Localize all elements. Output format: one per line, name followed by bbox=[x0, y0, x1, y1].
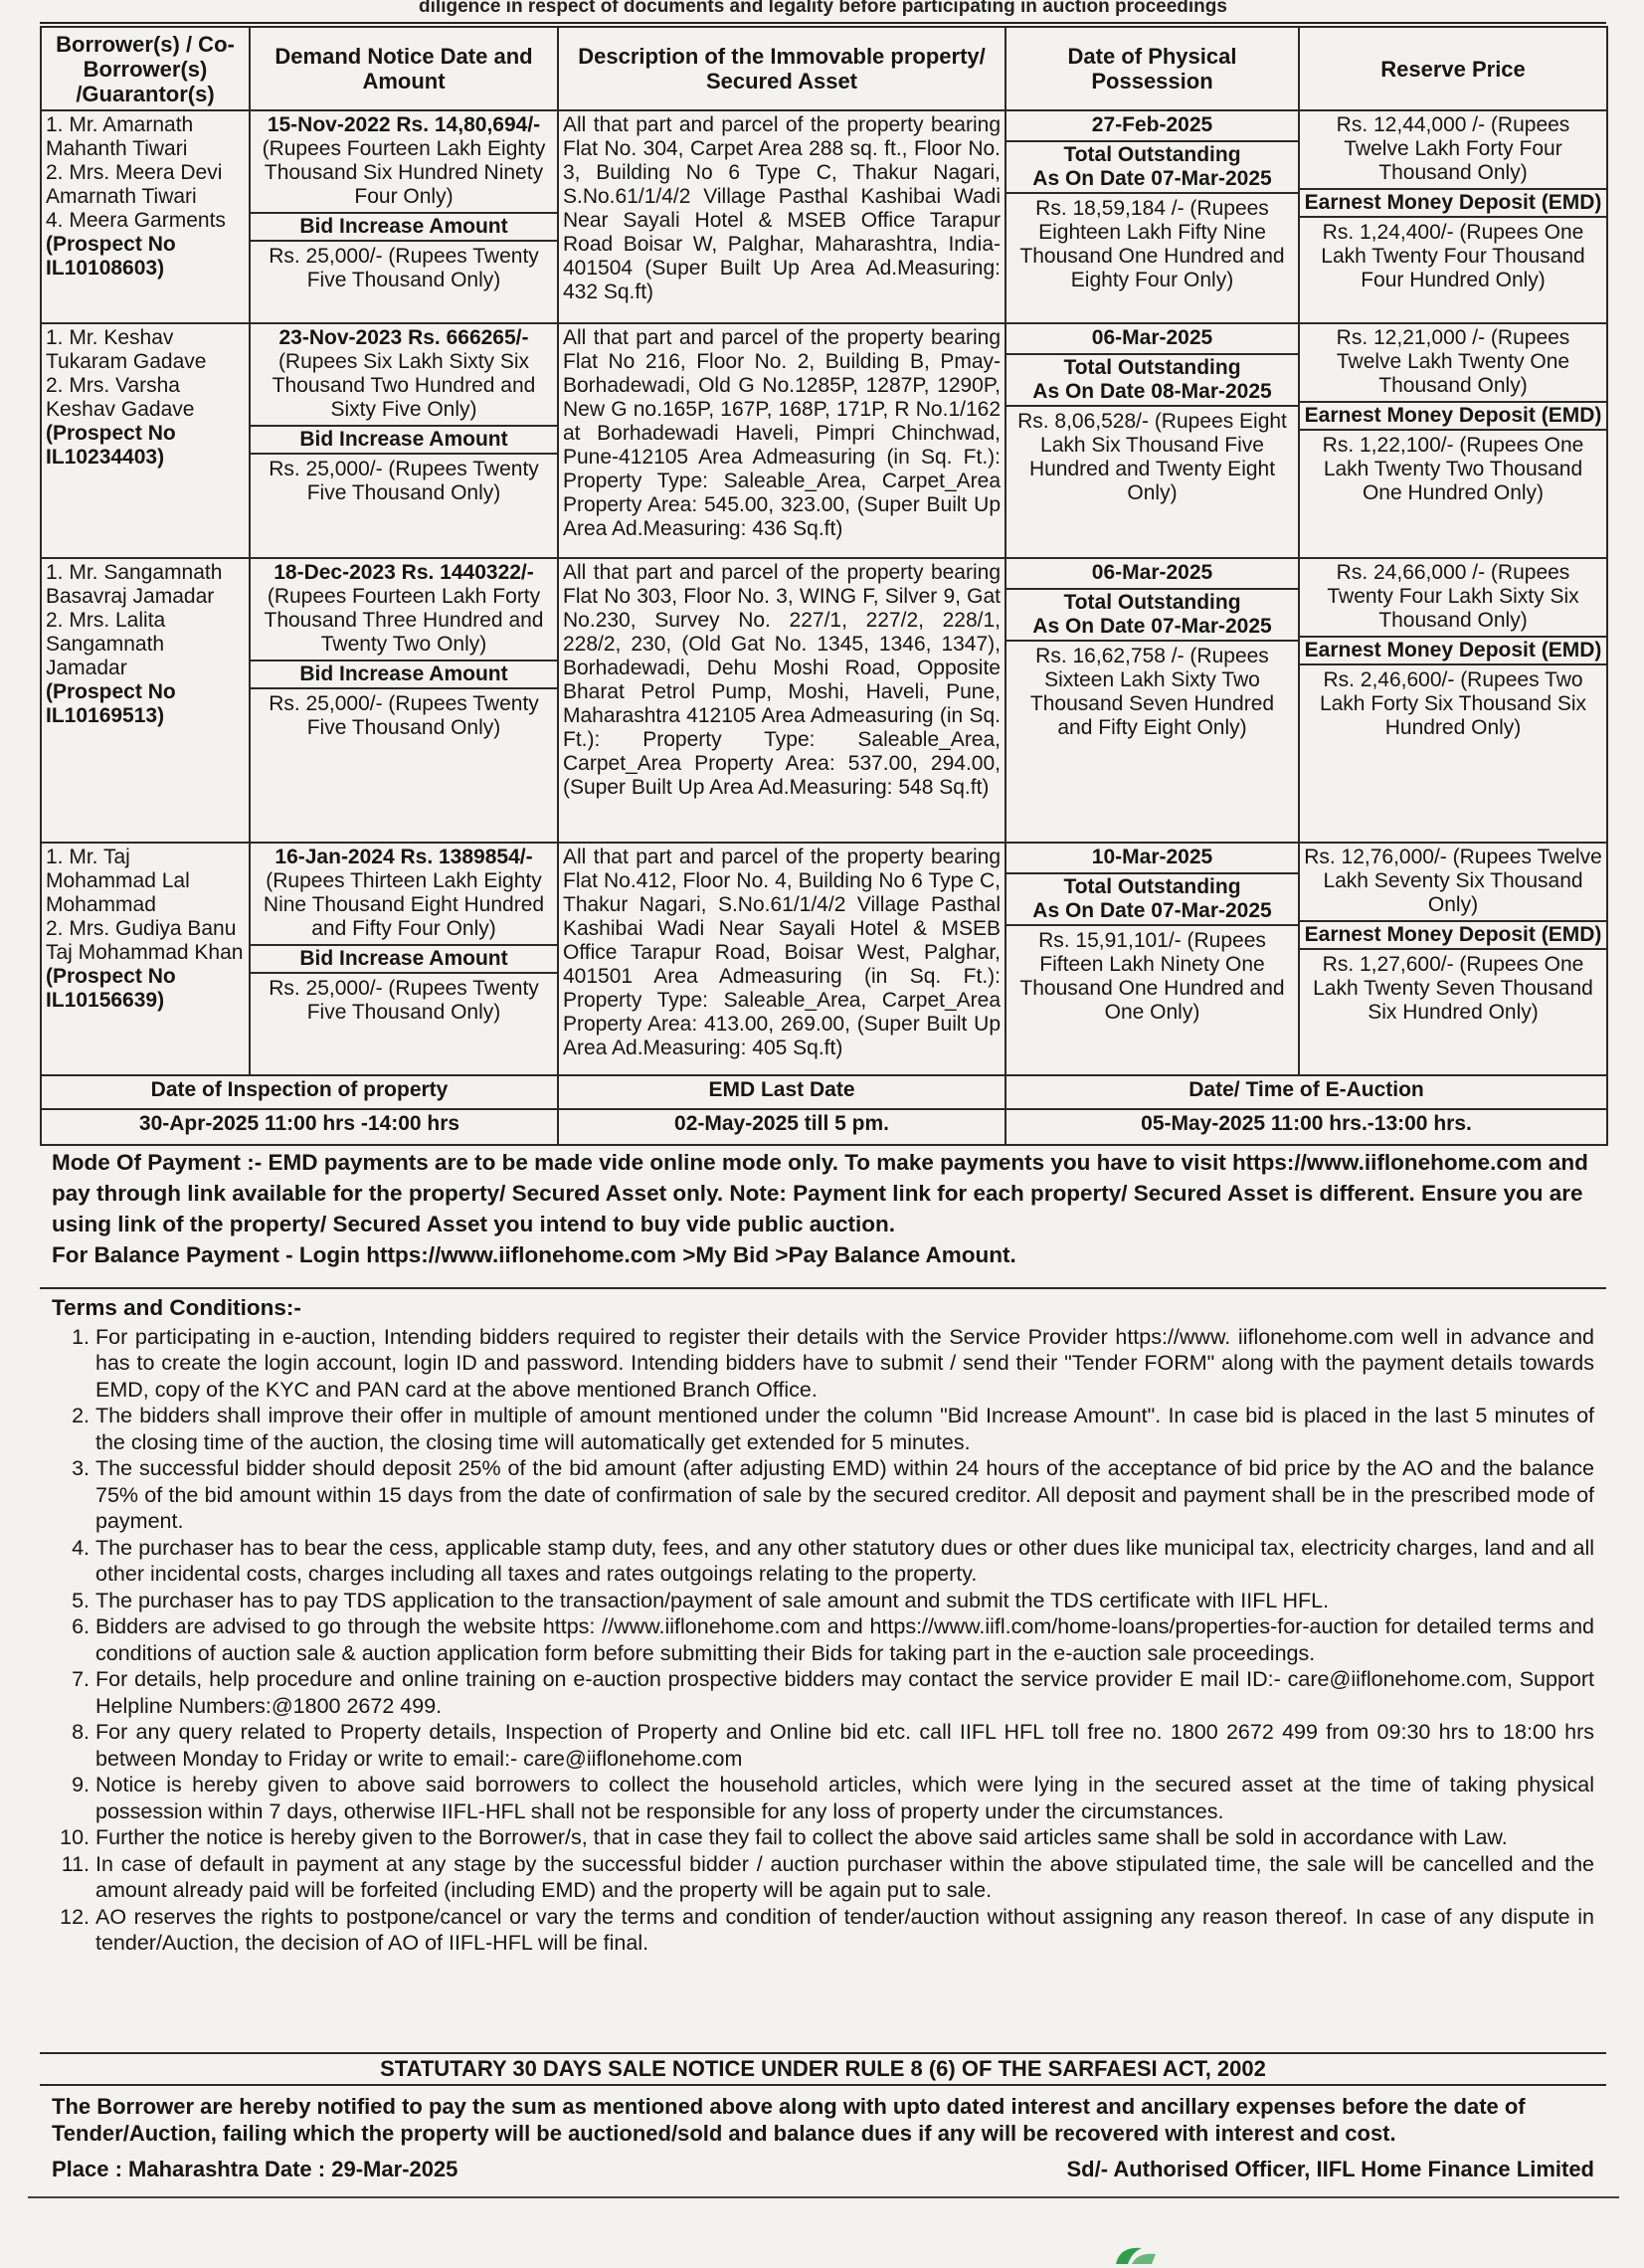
borrower-name: 1. Mr. Sangamnath Basavraj Jamadar bbox=[46, 561, 223, 608]
borrower-cell bbox=[41, 843, 250, 1075]
bottom-divider bbox=[28, 2196, 1619, 2198]
bid-increase-label: Bid Increase Amount bbox=[251, 425, 557, 455]
signature-line: Sd/- Authorised Officer, IIFL Home Finance Limited bbox=[1066, 2157, 1594, 2181]
cut-header-text: diligence in respect of documents and legality before participating in auction proceedings bbox=[40, 0, 1606, 24]
schedule-value-row bbox=[41, 1109, 1607, 1145]
col-header-reserve: Reserve Price bbox=[1299, 27, 1607, 110]
bid-increase-value: Rs. 25,000/- (Rupees Twenty Five Thousand Only) bbox=[269, 692, 539, 739]
table-row bbox=[41, 843, 1607, 1075]
possession-date: 06-Mar-2025 bbox=[1091, 561, 1213, 584]
possession-date: 10-Mar-2025 bbox=[1091, 846, 1213, 868]
borrower-name: 4. Meera Garments bbox=[46, 209, 226, 232]
prospect-number: (Prospect No IL10156639) bbox=[46, 965, 176, 1012]
total-outstanding-label bbox=[1006, 353, 1298, 407]
outstanding-as-on: As On Date 08-Mar-2025 bbox=[1032, 380, 1272, 403]
total-outstanding-title: Total Outstanding bbox=[1063, 875, 1241, 898]
demand-amount-words: (Rupees Fourteen Lakh Forty Thousand Three Hundred and Twenty Two Only) bbox=[264, 585, 544, 656]
possession-cell bbox=[1005, 558, 1299, 843]
terms-title: Terms and Conditions:- bbox=[52, 1295, 301, 1320]
terms-list bbox=[52, 1324, 1594, 1957]
list-item: 12. AO reserves the rights to postpone/cancel or vary the terms and condition of tender/auction without assigning any reason thereof. In case of any dispute in tender/Auction, the decision of AO of IIFL-HFL will be final. bbox=[95, 1904, 1594, 1957]
demand-amount-words: (Rupees Six Lakh Sixty Six Thousand Two Hundred and Sixty Five Only) bbox=[272, 350, 536, 421]
table-header-row bbox=[41, 27, 1607, 110]
prospect-number: (Prospect No IL10169513) bbox=[46, 680, 176, 727]
demand-amount-words: (Rupees Fourteen Lakh Eighty Thousand Six Hundred Ninety Four Only) bbox=[262, 137, 546, 208]
total-outstanding-label bbox=[1006, 588, 1298, 642]
table-row bbox=[41, 558, 1607, 843]
emd-amount: Rs. 1,22,100/- (Rupees One Lakh Twenty Two Thousand One Hundred Only) bbox=[1322, 434, 1584, 504]
bid-increase-value: Rs. 25,000/- (Rupees Twenty Five Thousand Only) bbox=[269, 458, 539, 504]
reserve-cell bbox=[1299, 558, 1607, 843]
borrower-cell bbox=[41, 110, 250, 323]
emd-label: Earnest Money Deposit (EMD) bbox=[1300, 920, 1606, 950]
emd-last-date-value: 02-May-2025 till 5 pm. bbox=[558, 1109, 1005, 1145]
total-outstanding-label bbox=[1006, 872, 1298, 926]
demand-date-amount: 23-Nov-2023 Rs. 666265/- bbox=[278, 326, 529, 349]
borrower-name: 2. Mrs. Lalita Sangamnath Jamadar bbox=[46, 609, 166, 679]
possession-date: 06-Mar-2025 bbox=[1091, 326, 1213, 349]
borrower-cell bbox=[41, 323, 250, 558]
borrower-name: 1. Mr. Keshav Tukaram Gadave bbox=[46, 326, 207, 373]
prospect-number: (Prospect No IL10108603) bbox=[46, 233, 176, 280]
emd-label: Earnest Money Deposit (EMD) bbox=[1300, 188, 1606, 218]
outstanding-as-on: As On Date 07-Mar-2025 bbox=[1032, 899, 1272, 922]
reserve-cell bbox=[1299, 843, 1607, 1075]
eauction-label: Date/ Time of E-Auction bbox=[1005, 1075, 1607, 1109]
auction-table bbox=[40, 26, 1608, 1146]
list-item: 2. The bidders shall improve their offer in multiple of amount mentioned under the column "Bid Increase Amount". In case bid is placed in the last 5 minutes of the closing time of the auction, the closing time will automatically get extended for 5 minutes. bbox=[95, 1403, 1594, 1455]
reserve-price: Rs. 24,66,000 /- (Rupees Twenty Four Lakh Sixty Six Thousand Only) bbox=[1327, 561, 1579, 632]
reserve-price: Rs. 12,76,000/- (Rupees Twelve Lakh Seventy Six Thousand Only) bbox=[1304, 846, 1602, 916]
demand-cell bbox=[250, 558, 558, 843]
borrower-name: 2. Mrs. Meera Devi Amarnath Tiwari bbox=[46, 161, 223, 208]
list-item: 1. For participating in e-auction, Intending bidders required to register their details with the Service Provider https://www. iiflonehome.com well in advance and has to create the login account, login ID and password. Intending bidders have to submit / send their "Tender FORM" along with the payment details towards EMD, copy of the KYC and PAN card at the above mentioned Branch Office. bbox=[95, 1324, 1594, 1404]
possession-cell bbox=[1005, 323, 1299, 558]
list-item: 8. For any query related to Property details, Inspection of Property and Online bid etc. call IIFL HFL toll free no. 1800 2672 499 from 09:30 hrs to 18:00 hrs between Monday to Friday or write to email:- care@iiflonehome.com bbox=[95, 1719, 1594, 1772]
demand-date-amount: 15-Nov-2022 Rs. 14,80,694/- bbox=[267, 113, 541, 136]
list-item: 10. Further the notice is hereby given to the Borrower/s, that in case they fail to collect the above said articles same shall be sold in accordance with Law. bbox=[95, 1824, 1594, 1851]
statutory-heading: STATUTARY 30 DAYS SALE NOTICE UNDER RULE 8 (6) OF THE SARFAESI ACT, 2002 bbox=[40, 2052, 1606, 2086]
eauction-value: 05-May-2025 11:00 hrs.-13:00 hrs. bbox=[1005, 1109, 1607, 1145]
demand-cell bbox=[250, 323, 558, 558]
bid-increase-value: Rs. 25,000/- (Rupees Twenty Five Thousand Only) bbox=[269, 245, 539, 291]
table-row bbox=[41, 110, 1607, 323]
balance-payment-text: For Balance Payment - Login https://www.iiflonehome.com >My Bid >Pay Balance Amount. bbox=[52, 1242, 1016, 1267]
borrower-name: 1. Mr. Amarnath Mahanth Tiwari bbox=[46, 113, 194, 160]
property-description: All that part and parcel of the property bearing Flat No 303, Floor No. 3, WING F, Silver 9, Gat No.230, Survey No. 227/1, 227/2, 228/1, 228/2, 230, (Old Gat No. 1345, 1346, 1347), Borhadewadi, Dehu Moshi Road, Opposite Bharat Petrol Pump, Moshi, Haveli, Pune, Maharashtra 412105 Area Admeasuring (in Sq. Ft.): Property Type: Saleable_Area, Carpet_Area Property Area: 537.00, 294.00, (Super Built Up Area Ad.Measuring: 548 Sq.ft) bbox=[558, 558, 1005, 843]
reserve-cell bbox=[1299, 323, 1607, 558]
emd-label: Earnest Money Deposit (EMD) bbox=[1300, 401, 1606, 431]
terms-section bbox=[40, 1293, 1606, 1959]
footer bbox=[40, 2157, 1606, 2182]
emd-amount: Rs. 2,46,600/- (Rupees Two Lakh Forty Six Thousand Six Hundred Only) bbox=[1319, 668, 1587, 739]
bid-increase-label: Bid Increase Amount bbox=[251, 944, 557, 974]
list-item: 9. Notice is hereby given to above said borrowers to collect the household articles, which were lying in the secured asset at the time of taking physical possession within 7 days, otherwise IIFL-HFL shall not be responsible for any loss of property under the circumstances. bbox=[95, 1772, 1594, 1824]
reserve-cell bbox=[1299, 110, 1607, 323]
table-row bbox=[41, 323, 1607, 558]
demand-cell bbox=[250, 110, 558, 323]
inspection-label: Date of Inspection of property bbox=[41, 1075, 558, 1109]
emd-amount: Rs. 1,27,600/- (Rupees One Lakh Twenty Seven Thousand Six Hundred Only) bbox=[1313, 953, 1593, 1024]
possession-date: 27-Feb-2025 bbox=[1091, 113, 1213, 136]
property-description: All that part and parcel of the property bearing Flat No.412, Floor No. 4, Building No 6 Type C, Thakur Nagari, S.No.61/1/4/2 Village Pasthal Kashibai Wadi Near Sayali Hotel & MSEB Office Tarapur Road, Boisar West, Palghar, 401501 Area Admeasuring (in Sq. Ft.): Property Type: Saleable_Area, Carpet_Area Property Area: 413.00, 269.00, (Super Built Up Area Ad.Measuring: 405 Sq.ft) bbox=[558, 843, 1005, 1075]
emd-label: Earnest Money Deposit (EMD) bbox=[1300, 636, 1606, 665]
borrower-name: 2. Mrs. Gudiya Banu Taj Mohammad Khan bbox=[46, 917, 244, 964]
total-outstanding-title: Total Outstanding bbox=[1063, 143, 1241, 166]
payment-section bbox=[40, 1145, 1606, 1289]
list-item: 7. For details, help procedure and online training on e-auction prospective bidders may contact the service provider E mail ID:- care@iiflonehome.com, Support Helpline Numbers:@1800 2672 499. bbox=[95, 1666, 1594, 1719]
col-header-property: Description of the Immovable property/ Secured Asset bbox=[558, 27, 1005, 110]
reserve-price: Rs. 12,44,000 /- (Rupees Twelve Lakh Forty Four Thousand Only) bbox=[1336, 113, 1570, 184]
reserve-price: Rs. 12,21,000 /- (Rupees Twelve Lakh Twenty One Thousand Only) bbox=[1336, 326, 1570, 397]
bid-increase-value: Rs. 25,000/- (Rupees Twenty Five Thousand Only) bbox=[269, 977, 539, 1024]
emd-last-date-label: EMD Last Date bbox=[558, 1075, 1005, 1109]
possession-cell bbox=[1005, 110, 1299, 323]
schedule-label-row bbox=[41, 1075, 1607, 1109]
col-header-possession: Date of Physical Possession bbox=[1005, 27, 1299, 110]
total-outstanding-title: Total Outstanding bbox=[1063, 356, 1241, 379]
place-date: Place : Maharashtra Date : 29-Mar-2025 bbox=[52, 2157, 458, 2181]
borrower-cell bbox=[41, 558, 250, 843]
outstanding-amount: Rs. 18,59,184 /- (Rupees Eighteen Lakh Fifty Nine Thousand One Hundred and Eighty Four Only) bbox=[1019, 197, 1285, 291]
list-item: 11. In case of default in payment at any stage by the successful bidder / auction purchaser within the above stipulated time, the sale will be cancelled and the amount already paid will be forfeited (including EMD) and the property will be again put to sale. bbox=[95, 1851, 1594, 1904]
bid-increase-label: Bid Increase Amount bbox=[251, 660, 557, 689]
list-item: 3. The successful bidder should deposit 25% of the bid amount (after adjusting EMD) within 24 hours of the acceptance of bid price by the AO and the balance 75% of the bid amount within 15 days from the date of confirmation of sale by the secured creditor. All deposit and payment shall be in the prescribed mode of payment. bbox=[95, 1455, 1594, 1535]
total-outstanding-label bbox=[1006, 140, 1298, 194]
col-header-demand: Demand Notice Date and Amount bbox=[250, 27, 558, 110]
list-item: 4. The purchaser has to bear the cess, applicable stamp duty, fees, and any other statutory dues or other dues like municipal tax, electricity charges, land and all other incidental costs, charges including all taxes and rates outgoings relating to the property. bbox=[95, 1535, 1594, 1588]
bid-increase-label: Bid Increase Amount bbox=[251, 212, 557, 242]
prospect-number: (Prospect No IL10234403) bbox=[46, 422, 176, 469]
total-outstanding-title: Total Outstanding bbox=[1063, 591, 1241, 614]
list-item: 6. Bidders are advised to go through the website https: //www.iiflonehome.com and https://www.iifl.com/home-loans/properties-for-auction for detailed terms and conditions of auction sale & auction application form before submitting their Bids for taking part in the e-auction sale proceedings. bbox=[95, 1613, 1594, 1666]
demand-date-amount: 18-Dec-2023 Rs. 1440322/- bbox=[274, 561, 534, 584]
demand-cell bbox=[250, 843, 558, 1075]
borrower-name: 1. Mr. Taj Mohammad Lal Mohammad bbox=[46, 846, 190, 916]
outstanding-as-on: As On Date 07-Mar-2025 bbox=[1032, 167, 1272, 190]
payment-mode-text: Mode Of Payment :- EMD payments are to be made vide online mode only. To make payments you have to visit https://www.iiflonehome.com and pay through link available for the property/ Secured Asset only. Note: Payment link for each property/ Secured Asset is different. Ensure you are using link of the property/ Secured Asset you intend to buy vide public auction. bbox=[52, 1150, 1588, 1236]
outstanding-amount: Rs. 8,06,528/- (Rupees Eight Lakh Six Thousand Five Hundred and Twenty Eight Only) bbox=[1017, 410, 1287, 504]
outstanding-amount: Rs. 16,62,758 /- (Rupees Sixteen Lakh Sixty Two Thousand Seven Hundred and Fifty Eight Only) bbox=[1029, 645, 1275, 739]
col-header-borrowers: Borrower(s) / Co-Borrower(s) /Guarantor(s) bbox=[41, 27, 250, 110]
iifl-logo-mark-icon bbox=[1112, 2242, 1172, 2268]
list-item: 5. The purchaser has to pay TDS application to the transaction/payment of sale amount and submit the TDS certificate with IIFL HFL. bbox=[95, 1588, 1594, 1614]
demand-amount-words: (Rupees Thirteen Lakh Eighty Nine Thousand Eight Hundred and Fifty Four Only) bbox=[263, 869, 545, 940]
possession-cell bbox=[1005, 843, 1299, 1075]
property-description: All that part and parcel of the property bearing Flat No 216, Floor No. 2, Building B, Pmay-Borhadewadi, Old G No.1285P, 1287P, 1290P, New G no.165P, 167P, 168P, 171P, R No.1/162 at Borhadewadi Haveli, Pimpri Chinchwad, Pune-412105 Area Admeasuring (in Sq. Ft.): Property Type: Saleable_Area, Carpet_Area Property Area: 545.00, 323.00, (Super Built Up Area Ad.Measuring: 436 Sq.ft) bbox=[558, 323, 1005, 558]
demand-date-amount: 16-Jan-2024 Rs. 1389854/- bbox=[274, 846, 533, 868]
property-description: All that part and parcel of the property bearing Flat No. 304, Carpet Area 288 sq. ft., Floor No. 3, Building No 6 Type C, Thakur Nagari, S.No.61/1/4/2 Village Pasthal Kashibai Wadi Near Sayali Hotel & MSEB Office Tarapur Road Boisar W, Palghar, Maharashtra, India- 401504 (Super Built Up Area Ad.Measuring: 432 Sq.ft) bbox=[558, 110, 1005, 323]
statutory-notice-text: The Borrower are hereby notified to pay the sum as mentioned above along with upto dated interest and ancillary expenses before the date of Tender/Auction, failing which the property will be auctioned/sold and balance dues if any will be recovered with interest and cost. bbox=[52, 2094, 1526, 2146]
outstanding-as-on: As On Date 07-Mar-2025 bbox=[1032, 615, 1272, 638]
borrower-name: 2. Mrs. Varsha Keshav Gadave bbox=[46, 374, 195, 421]
emd-amount: Rs. 1,24,400/- (Rupees One Lakh Twenty Four Thousand Four Hundred Only) bbox=[1321, 221, 1585, 291]
inspection-value: 30-Apr-2025 11:00 hrs -14:00 hrs bbox=[41, 1109, 558, 1145]
outstanding-amount: Rs. 15,91,101/- (Rupees Fifteen Lakh Ninety One Thousand One Hundred and One Only) bbox=[1019, 929, 1285, 1024]
